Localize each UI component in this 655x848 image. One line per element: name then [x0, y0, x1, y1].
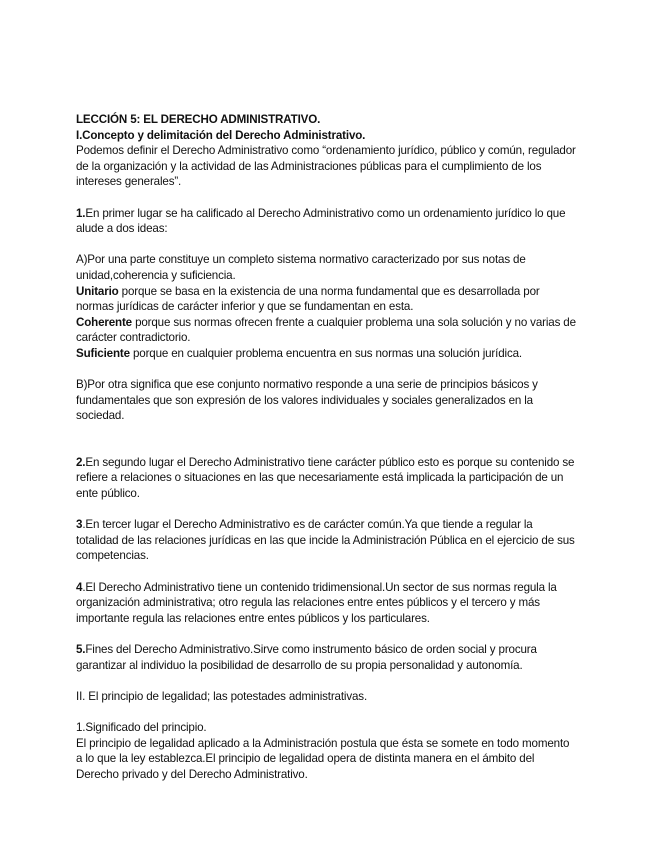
paragraph-5-number: 5. — [76, 643, 86, 656]
paragraph-1 — [76, 206, 576, 237]
paragraph-2-text: En segundo lugar el Derecho Administrativo tiene carácter público esto es porque su contenido se refiere a relaciones o situaciones en las que necesariamente está implicada la participación de un ente público. — [76, 455, 575, 501]
definition-suficiente-text: porque en cualquier problema encuentra en sus normas una solución jurídica. — [129, 346, 522, 360]
paragraph-1-number: 1. — [76, 206, 86, 220]
lesson-heading: LECCIÓN 5: EL DERECHO ADMINISTRATIVO. — [76, 113, 321, 126]
paragraph-5 — [76, 642, 576, 673]
paragraph-3-number: 3 — [76, 518, 83, 532]
section-2-title: II. El principio de legalidad; las potestades administrativas. — [76, 689, 368, 703]
paragraph-1-text: En primer lugar se ha calificado al Derecho Administrativo como un ordenamiento jurídico lo que alude a dos ideas: — [76, 206, 566, 236]
term-suficiente: Suficiente — [76, 346, 130, 360]
paragraph-a: A)Por una parte constituye un completo sistema normativo caracterizado por sus notas de unidad,coherencia y suficiencia. — [76, 253, 526, 282]
definition-suficiente — [76, 346, 576, 362]
term-unitario: Unitario — [76, 284, 119, 298]
definition-unitario-text: porque se basa en la existencia de una norma fundamental que es desarrollada por normas jurídicas de carácter inferior y que se fundamentan en esta. — [76, 284, 540, 314]
subsection-1-title: 1.Significado del principio. — [76, 720, 207, 734]
definition-coherente — [76, 315, 576, 346]
definition-unitario — [76, 284, 576, 315]
paragraph-2-number: 2. — [76, 455, 86, 469]
paragraph-5-text: Fines del Derecho Administrativo.Sirve como instrumento básico de orden social y procura garantizar al individuo la posibilidad de desarrollo de su propia personalidad y autonomía. — [76, 643, 537, 672]
paragraph-4-number: 4 — [76, 580, 83, 594]
intro-paragraph: Podemos definir el Derecho Administrativo como “ordenamiento jurídico, público y común, regulador de la organización y la actividad de las Administraciones públicas para el cumplimiento de los intereses generales”. — [76, 144, 576, 189]
definition-coherente-text: porque sus normas ofrecen frente a cualquier problema una sola solución y no varias de carácter contradictorio. — [76, 315, 576, 345]
paragraph-3 — [76, 517, 576, 564]
document-body — [76, 112, 576, 782]
section-1-title: I.Concepto y delimitación del Derecho Administrativo. — [76, 128, 366, 142]
term-coherente: Coherente — [76, 315, 132, 329]
paragraph-4 — [76, 580, 576, 627]
paragraph-4-text: .El Derecho Administrativo tiene un contenido tridimensional.Un sector de sus normas regula la organización administrativa; otro regula las relaciones entre entes públicos y el tercero y más importante regula las relaciones entre entes públicos y los particulares. — [76, 580, 557, 625]
subsection-1-text: El principio de legalidad aplicado a la Administración postula que ésta se somete en todo momento a lo que la ley establezca.El principio de legalidad opera de distinta manera en el ámbito del Derecho privado y del Derecho Administrativo. — [76, 736, 570, 781]
paragraph-2 — [76, 455, 576, 502]
paragraph-b: B)Por otra significa que ese conjunto normativo responde a una serie de principios básicos y fundamentales que son expresión de los valores individuales y sociales generalizados en la sociedad. — [76, 378, 538, 423]
paragraph-3-text: .En tercer lugar el Derecho Administrativo es de carácter común.Ya que tiende a regular la totalidad de las relaciones jurídicas en las que incide la Administración Pública en el ejercicio de sus competencias. — [76, 518, 575, 563]
